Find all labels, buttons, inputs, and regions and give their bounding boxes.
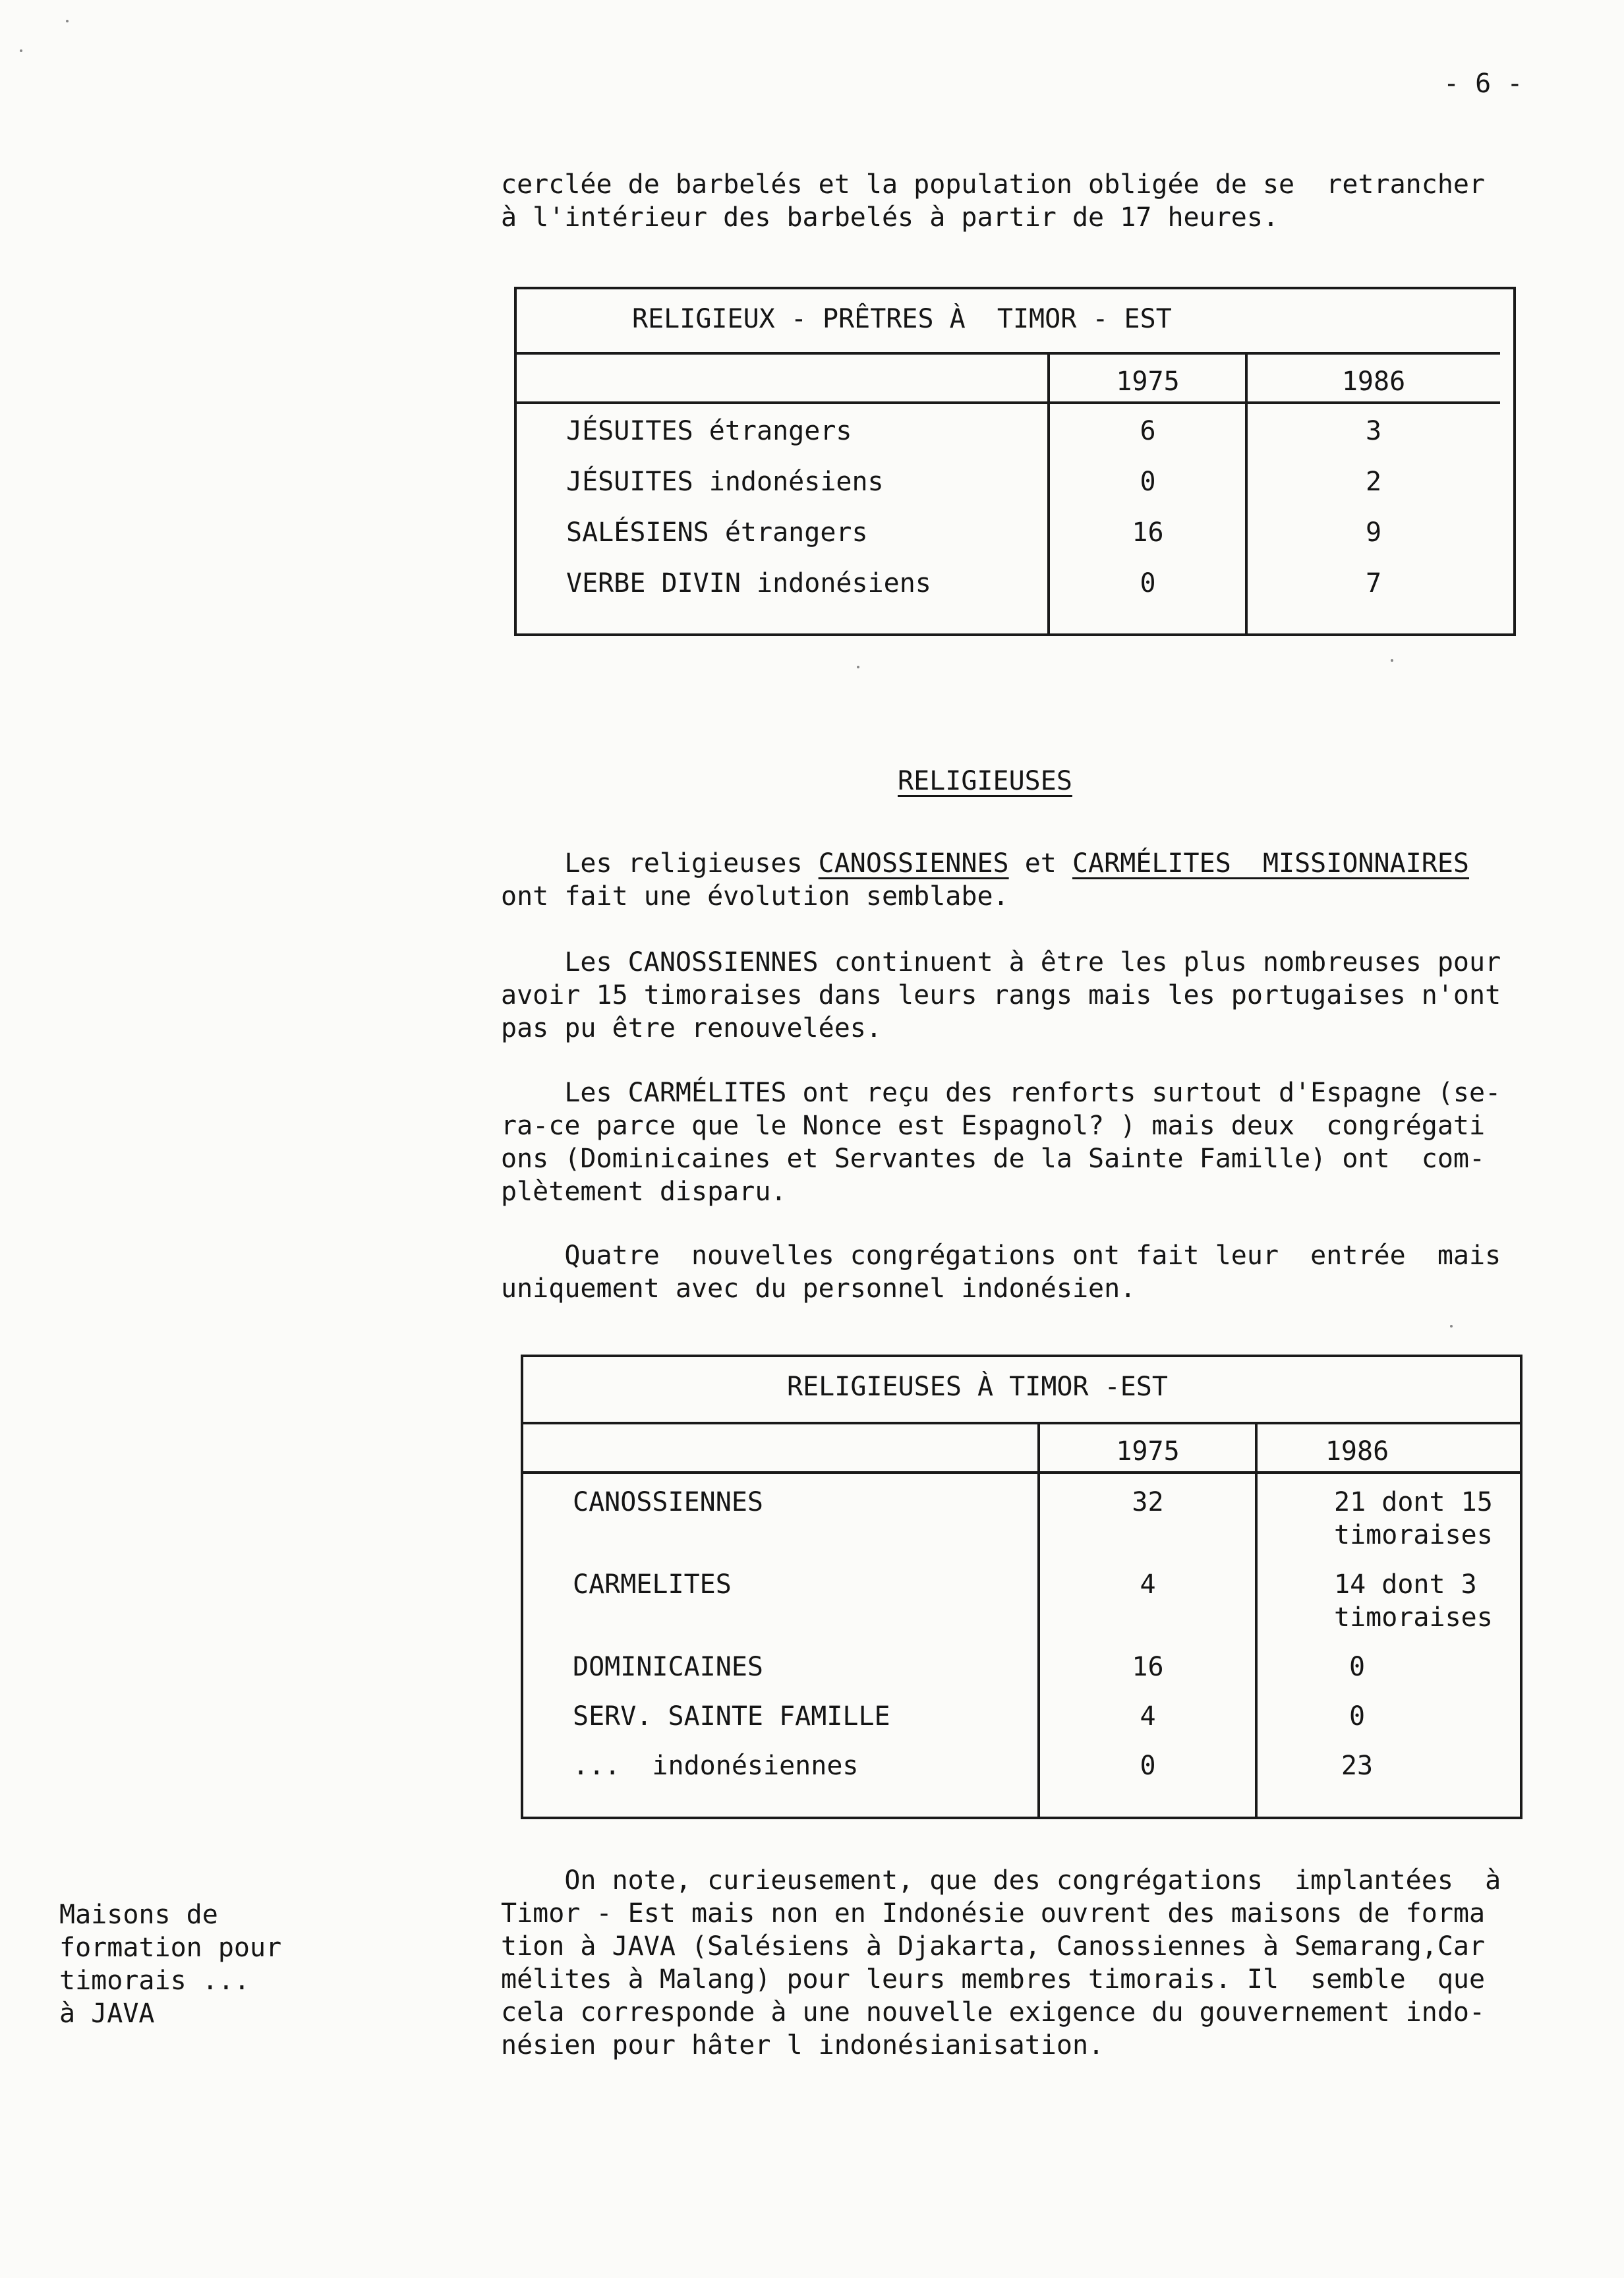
row-value-1986: 2 (1365, 467, 1382, 497)
scan-speck (857, 666, 859, 668)
para5-line: On note, curieusement, que des congrégations implantées à (501, 1865, 1501, 1896)
header-1975: 1975 (1116, 1436, 1180, 1467)
row-value-1975: 16 (1132, 1652, 1164, 1682)
row-label: ... indonésiennes (573, 1751, 859, 1781)
row-value-1986: 3 (1365, 416, 1382, 446)
page-number: - 6 - (1443, 69, 1523, 99)
nuns-table-title: RELIGIEUSES À TIMOR -EST (787, 1372, 1168, 1402)
row-value-1986: 21 dont 15 (1334, 1487, 1493, 1517)
para1-text: Les religieuses (501, 848, 819, 879)
scan-speck (1391, 659, 1393, 662)
row-value-1975: 32 (1132, 1487, 1164, 1517)
carmelites-term: CARMÉLITES MISSIONNAIRES (1072, 848, 1470, 879)
row-value-1975: 4 (1140, 1569, 1156, 1600)
intro-line-2: à l'intérieur des barbelés à partir de 17 heures. (501, 202, 1279, 233)
para5-line: mélites à Malang) pour leurs membres timorais. Il semble que (501, 1964, 1486, 1995)
row-label: SALÉSIENS étrangers (566, 517, 868, 548)
table-column-divider (1245, 352, 1248, 635)
row-value-1975: 0 (1140, 467, 1156, 497)
row-value-1986-cont: timoraises (1334, 1602, 1493, 1633)
para1-line-2: ont fait une évolution semblabe. (501, 881, 1009, 912)
table-divider (523, 1422, 1520, 1424)
para4-line: uniquement avec du personnel indonésien. (501, 1273, 1136, 1304)
row-label: JÉSUITES étrangers (566, 416, 852, 446)
row-value-1975: 6 (1140, 416, 1156, 446)
intro-line-1: cerclée de barbelés et la population obligée de se retrancher (501, 169, 1486, 200)
para5-line: Timor - Est mais non en Indonésie ouvrent des maisons de forma (501, 1898, 1486, 1929)
row-value-1975: 16 (1132, 517, 1164, 548)
row-value-1986: 23 (1341, 1751, 1374, 1781)
header-1986: 1986 (1325, 1436, 1389, 1467)
row-label: CARMELITES (573, 1569, 732, 1600)
row-value-1986-cont: timoraises (1334, 1520, 1493, 1550)
para5-line: nésien pour hâter l indonésianisation. (501, 2030, 1105, 2060)
para1-text: et (1008, 848, 1072, 879)
table-divider (523, 1471, 1520, 1474)
table-divider (517, 401, 1500, 404)
scan-speck (1450, 1325, 1453, 1328)
para5-line: cela corresponde à une nouvelle exigence du gouvernement indo- (501, 1997, 1486, 2028)
row-value-1986: 0 (1348, 1652, 1366, 1682)
para2-line: pas pu être renouvelées. (501, 1013, 882, 1043)
para5-line: tion à JAVA (Salésiens à Djakarta, Canossiennes à Semarang,Car (501, 1931, 1486, 1962)
table-column-divider (1255, 1422, 1258, 1817)
para1-line-1 (501, 847, 1469, 880)
row-value-1975: 0 (1140, 1751, 1156, 1781)
row-value-1986: 7 (1365, 568, 1382, 599)
row-value-1986: 14 dont 3 (1334, 1569, 1477, 1600)
para3-line: ons (Dominicaines et Servantes de la Sainte Famille) ont com- (501, 1144, 1486, 1174)
nuns-table (521, 1355, 1522, 1819)
row-value-1975: 4 (1140, 1701, 1156, 1732)
header-1975: 1975 (1116, 366, 1180, 397)
canossiennes-term: CANOSSIENNES (818, 848, 1009, 879)
margin-note-line: timorais ... (59, 1966, 250, 1996)
scan-speck (20, 49, 22, 52)
row-label: VERBE DIVIN indonésiens (566, 568, 931, 599)
margin-note-line: Maisons de (59, 1900, 218, 1930)
margin-note-line: à JAVA (59, 1999, 155, 2029)
row-label: JÉSUITES indonésiens (566, 467, 884, 497)
row-value-1986: 0 (1348, 1701, 1366, 1732)
section-title: RELIGIEUSES (898, 766, 1072, 796)
row-label: SERV. SAINTE FAMILLE (573, 1701, 890, 1732)
table-column-divider (1047, 352, 1050, 635)
row-label: DOMINICAINES (573, 1652, 763, 1682)
row-value-1975: 0 (1140, 568, 1156, 599)
para3-line: Les CARMÉLITES ont reçu des renforts surtout d'Espagne (se- (501, 1078, 1501, 1108)
priests-table-title: RELIGIEUX - PRÊTRES À TIMOR - EST (632, 304, 1172, 334)
table-divider (517, 352, 1500, 355)
row-label: CANOSSIENNES (573, 1487, 763, 1517)
priests-table (514, 287, 1516, 636)
para2-line: avoir 15 timoraises dans leurs rangs mais les portugaises n'ont (501, 980, 1501, 1010)
margin-note-line: formation pour (59, 1933, 282, 1963)
table-column-divider (1037, 1422, 1040, 1817)
para4-line: Quatre nouvelles congrégations ont fait leur entrée mais (501, 1241, 1501, 1271)
para3-line: ra-ce parce que le Nonce est Espagnol? ) mais deux congrégati (501, 1111, 1486, 1141)
scan-speck (66, 20, 69, 22)
para3-line: plètement disparu. (501, 1177, 787, 1207)
row-value-1986: 9 (1365, 517, 1382, 548)
header-1986: 1986 (1341, 366, 1406, 397)
para2-line: Les CANOSSIENNES continuent à être les plus nombreuses pour (501, 947, 1501, 978)
